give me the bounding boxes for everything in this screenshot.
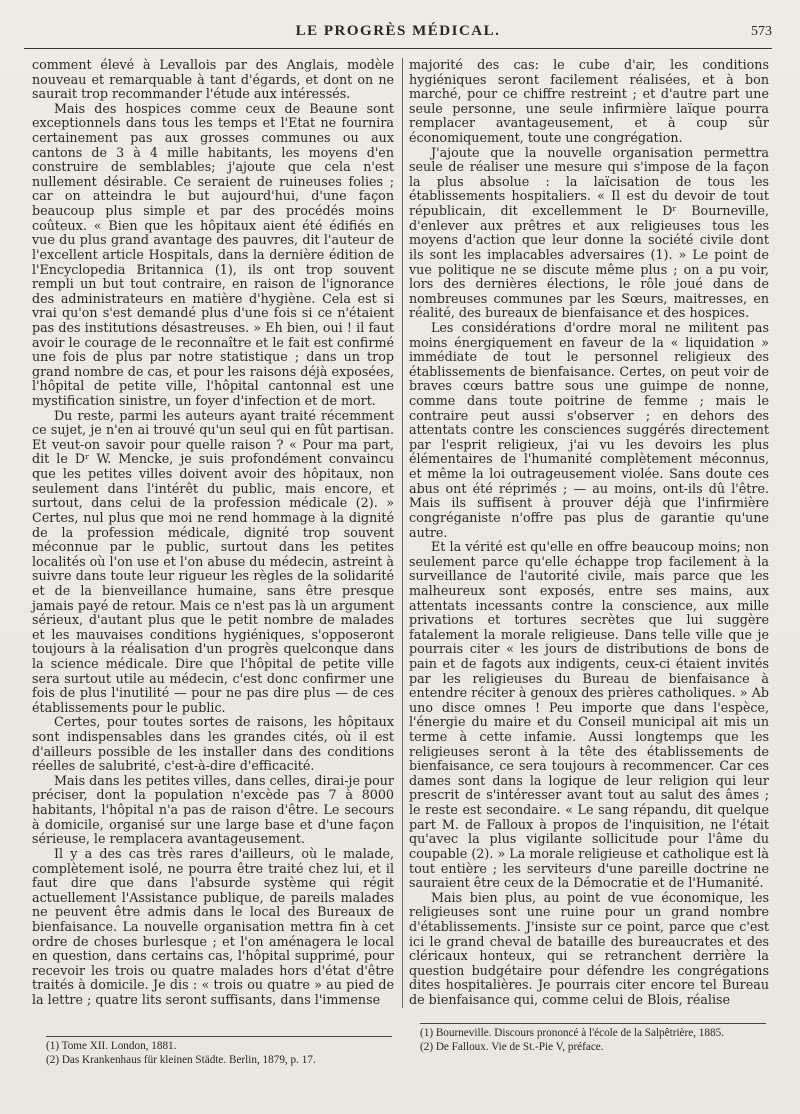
- paragraph: majorité des cas: le cube d'air, les conditions hygiéniques seront facilement réalisées, et à bon marché, pour ce chiffre restreint ; et d'autre part une seule personne, une seule infirmière laïque pourra remplacer avantageusement, et à coup sûr économiquement, toute une congrégation.: [409, 57, 769, 146]
- page-number: 573: [751, 24, 772, 39]
- paragraph: Mais des hospices comme ceux de Beaune sont exceptionnels dans tous les temps et l'Etat ne fournira certainement pas aux grosses communes ou aux cantons de 3 à 4 mille habitants, les moyens d'en construire de semblables; j'ajoute que cela n'est nullement désirable. Ce seraient de ruineuses folies ; car on atteindra le but aujourd'hui, d'une façon beaucoup plus simple et par des procédés moins coûteux. « Bien que les hôpitaux aient été édifiés en vue du plus grand avantage des pauvres, dit l'auteur de l'excellent article Hospitals, dans la dernière édition de l'Encyclopedia Britannica (1), ils ont trop souvent rempli un but tout contraire, en raison de l'ignorance des administrateurs en matière d'hygiène. Cela est si vrai qu'on s'est demandé plus d'une fois si ce n'étaient pas des institutions désastreuses. » Eh bien, oui ! il faut avoir le courage de le reconnaître et le fait est confirmé une fois de plus par notre statistique ; dans un trop grand nombre de cas, et pour les raisons déjà exposées, l'hôpital de petite ville, l'hôpital cantonnal est une mystification sinistre, un foyer d'infection et de mort.: [32, 100, 394, 409]
- page-header: [24, 20, 772, 49]
- paragraph: Il y a des cas très rares d'ailleurs, où le malade, complètement isolé, ne pourra être traité chez lui, et il faut dire que dans l'absurde système qui régit actuellement l'Assistance publique, de pareils malades ne peuvent être admis dans le local des Bureaux de bienfaisance. La nouvelle organisation mettra fin à cet ordre de choses burlesque ; et l'on aménagera le local en question, dans certains cas, l'hôpital supprimé, pour recevoir les trois ou quatre malades hors d'état d'être traités à domicile. Je dis : « trois ou quatre » au pied de la lettre ; quatre lits seront suffisants, dans l'immense: [32, 845, 394, 1007]
- paragraph: Certes, pour toutes sortes de raisons, les hôpitaux sont indispensables dans les grandes cités, où il est d'ailleurs possible de les installer dans des conditions réelles de salubrité, c'est-à-dire d'efficacité.: [32, 714, 394, 774]
- footnotes-left: [46, 1040, 392, 1068]
- paragraph: Mais dans les petites villes, dans celles, dirai-je pour préciser, dont la population n'excède pas 7 à 8000 habitants, l'hôpital n'a pas de raison d'être. Le secours à domicile, organisé sur une large base et d'une façon sérieuse, le remplacera avantageusement.: [32, 772, 394, 847]
- paragraph: Les considérations d'ordre moral ne militent pas moins énergiquement en faveur de la « liquidation » immédiate de tout le personnel religieux des établissements de bienfaisance. Certes, on peut voir de braves cœurs battre sous une guimpe de nonne, comme dans toute poitrine de femme ; mais le contraire peut aussi s'observer ; en dehors des attentats contre les consciences suggérés directement par l'esprit religieux, j'ai vu les devoirs les plus élémentaires de l'humanité complètement méconnus, et même la loi outrageusement violée. Sans doute ces abus ont été réprimés ; — au moins, ont-ils dû l'être. Mais ils suffisent à prouver déjà que l'infirmière congréganiste n'offre pas plus de garantie qu'une autre.: [409, 319, 769, 540]
- paragraph: Du reste, parmi les auteurs ayant traité récemment ce sujet, je n'en ai trouvé qu'un seul qui en fût partisan. Et veut-on savoir pour quelle raison ? « Pour ma part, dit le Dʳ W. Mencke, je suis profondément convaincu que les petites villes doivent avoir des hôpitaux, non seulement dans l'intérêt du public, mais encore, et surtout, dans celui de la profession médicale (2). » Certes, nul plus que moi ne rend hommage à la dignité de la profession médicale, dignité trop souvent méconnue par le public, surtout dans les petites localités où l'on use et l'on abuse du médecin, astreint à suivre dans toute leur rigueur les règles de la solidarité et de la bienveillance humaine, sans être presque jamais payé de retour. Mais ce n'est pas là un argument sérieux, d'autant plus que le petit nombre de malades et les mauvaises conditions hygiéniques, s'opposeront toujours à la réalisation d'un progrès quelconque dans la science médicale. Dire que l'hôpital de petite ville sera surtout utile au médecin, c'est donc confirmer une fois de plus l'inutilité — pour ne pas dire plus — de ces établissements pour le public.: [32, 407, 394, 715]
- right-column: [409, 58, 769, 1008]
- footnote-rule: [420, 1023, 766, 1024]
- footnote: (2) De Falloux. Vie de St.-Pie V, préface.: [420, 1041, 604, 1053]
- footnote: (2) Das Krankenhaus für kleinen Städte. Berlin, 1879, p. 17.: [46, 1054, 316, 1066]
- left-column: [32, 58, 394, 1008]
- footnote: (1) Bourneville. Discours prononcé à l'école de la Salpêtrière, 1885.: [420, 1027, 724, 1039]
- footnote-rule: [46, 1036, 392, 1037]
- paragraph: J'ajoute que la nouvelle organisation permettra seule de réaliser une mesure qui s'impose de la façon la plus absolue : la laïcisation de tous les établissements hospitaliers. « Il est du devoir de tout républicain, dit excellemment le Dʳ Bourneville, d'enlever aux prêtres et aux religieuses tous les moyens d'action que leur donne la société civile dont ils sont les implacables adversaires (1). » Le point de vue politique ne se discute même plus ; on a pu voir, lors des dernières élections, le rôle joué dans de nombreuses communes par les Sœurs, maitresses, en réalité, des bureaux de bienfaisance et des hospices.: [409, 144, 769, 321]
- running-title: LE PROGRÈS MÉDICAL.: [295, 23, 501, 39]
- footnote: (1) Tome XII. London, 1881.: [46, 1040, 177, 1052]
- footnotes-right: [420, 1027, 766, 1055]
- paragraph: comment élevé à Levallois par des Anglais, modèle nouveau et remarquable à tant d'égards, et dont on ne saurait trop recommander l'étude aux intéressés.: [32, 57, 394, 102]
- paragraph: Mais bien plus, au point de vue économique, les religieuses sont une ruine pour un grand nombre d'établissements. J'insiste sur ce point, parce que c'est ici le grand cheval de bataille des bureaucrates et des cléricaux honteux, qui se retranchent derrière la question budgétaire pour défendre les congrégations dites hospitalières. Je pourrais citer encore tel Bureau de bienfaisance qui, comme celui de Blois, réalise: [409, 889, 769, 1007]
- column-divider: [402, 58, 403, 1008]
- paragraph: Et la vérité est qu'elle en offre beaucoup moins; non seulement parce qu'elle échappe trop facilement à la surveillance de l'autorité civile, mais parce que les malheureux sont exposés, entre ses mains, aux attentats incessants contre la conscience, aux mille privations et tortures secrètes que lui suggère fatalement la morale religieuse. Dans telle ville que je pourrais citer « les jours de distributions de bons de pain et de fagots aux indigents, ceux-ci étaient invités par les religieuses du Bureau de bienfaisance à entendre réciter à genoux des prières catholiques. » Ab uno disce omnes ! Peu importe que dans l'espèce, l'énergie du maire et du Conseil municipal ait mis un terme à cette infamie. Aussi longtemps que les religieuses seront à la tête des établissements de bienfaisance, ce sera toujours à recommencer. Car ces dames sont dans la logique de leur religion qui leur prescrit de s'intéresser avant tout au salut des âmes ; le reste est secondaire. « Le sang répandu, dit quelque part M. de Falloux à propos de l'inquisition, ne l'était qu'avec la plus vigilante sollicitude pour l'âme du coupable (2). » La morale religieuse et catholique est là tout entière ; les serviteurs d'une pareille doctrine ne sauraient être ceux de la Démocratie et de l'Humanité.: [409, 539, 769, 891]
